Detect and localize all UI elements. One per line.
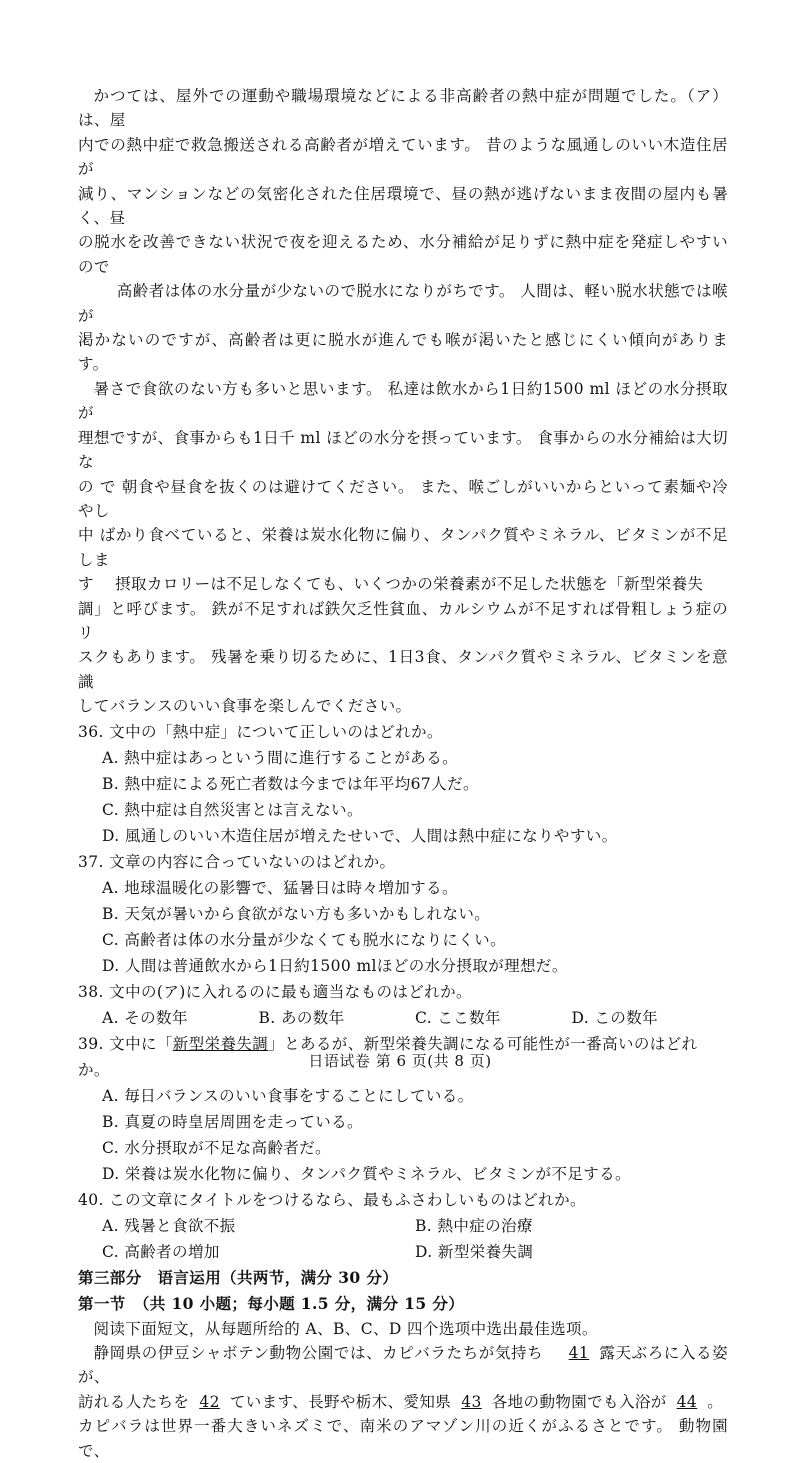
option-d: D. 栄養は炭水化物に偏り、タンパク質やミネラル、ビタミンが不足する。 [102,1164,631,1183]
passage-line: す 摂取カロリーは不足しなくても、いくつかの栄養素が不足した状態を「新型栄養失 [78,575,704,594]
cloze-text: ています、長野や栃木、愛知県 [229,1392,452,1411]
question-stem: 40. この文章にタイトルをつけるなら、最もふさわしいものはどれか。 [78,1190,586,1209]
question-37 [78,849,728,979]
cloze-text: 露天ぶろに入る姿が、 [78,1343,728,1387]
option-a: A. 熱中症はあっという間に進行することがある。 [102,748,458,767]
passage-line: スクもあります。 残暑を乗り切るために、1日3食、タンパク質やミネラル、ビタミンを意識 [78,648,728,691]
question-36 [78,719,728,849]
passage-line: 中 ばかり食べていると、栄養は炭水化物に偏り、タンパク質やミネラル、ビタミンが不足しま [78,526,728,569]
option-a: A. その数年 [102,1008,188,1027]
passage-line: 暑さで食欲のない方も多いと思います。 私達は飲水から1日約1500 ml ほどの水分摂取が [78,379,728,423]
instruction-text: 阅读下面短文，从每题所给的 A、B、C、D 四个选项中选出最佳选项。 [93,1319,598,1338]
option-c: C. 熱中症は自然災害とは言えない。 [102,800,363,819]
blank-42: 42 [199,1392,220,1411]
option-c: C. 水分摂取が不足な高齢者だ。 [102,1138,332,1157]
passage-line: の脱水を改善できない状況で夜を迎えるため、水分補給が足りずに熱中症を発症しやすいので [78,233,728,276]
part-three [78,1265,728,1463]
blank-41: 41 [568,1343,590,1362]
part-heading: 第三部分 语言运用（共两节，满分 30 分） [78,1267,399,1287]
question-40 [78,1187,728,1265]
reading-passage [78,84,728,719]
passage-line: してバランスのいい食事を楽しんでください。 [78,697,412,716]
options-row [78,1239,728,1265]
option-c: C. ここ数年 [415,1008,501,1027]
passage-line: かつては、屋外での運動や職場環境などによる非高齢者の熱中症が問題でした。（ア）は、屋 [78,87,728,130]
passage-line: の で 朝食や昼食を抜くのは避けてください。 また、喉ごしがいいからといって素麺や冷やし [78,477,728,520]
cloze-text: 静岡県の伊豆シャボテン動物公園では、カピバラたちが気持ち [93,1343,544,1362]
stem-text: 」とあるが、新型栄養失調になる可能性が一番高いのはどれか。 [78,1034,698,1079]
option-d: D. この数年 [571,1008,659,1027]
cloze-text: 各地の動物園でも入浴が [491,1392,667,1411]
options-row [78,1005,728,1031]
option-a: A. 毎日バランスのいい食事をすることにしている。 [102,1086,474,1105]
option-c: C. 高齢者は体の水分量が少なくても脱水になりにくい。 [102,930,506,949]
underlined-term: 新型栄養失調 [172,1034,269,1053]
cloze-line: カピバラは世界一番大きいネズミで、南米のアマゾン川の近くがふるさとです。 動物園で、 [78,1417,728,1460]
option-a: A. 残暑と食欲不振 [102,1216,236,1235]
cloze-line [78,1390,728,1414]
option-b: B. 熱中症による死亡者数は今までは年平均67人だ。 [102,774,479,793]
blank-43: 43 [461,1392,482,1411]
options-row [78,1213,728,1239]
page-footer: 日语试卷 第 6 页(共 8 页) [308,1052,492,1070]
option-b: B. 天気が暑いから食欲がない方も多いかもしれない。 [102,904,491,923]
passage-line: 理想ですが、食事からも1日千 ml ほどの水分を摂っています。 食事からの水分補給は大切な [78,428,728,472]
section-heading: 第一节 （共 10 小题；每小题 1.5 分，满分 15 分） [78,1293,465,1313]
option-a: A. 地球温暖化の影響で、猛暑日は時々増加する。 [102,878,458,897]
passage-line: 内での熱中症で救急搬送される高齢者が増えています。 昔のような風通しのいい木造住居が [78,135,728,179]
option-d: D. 新型栄養失調 [415,1242,534,1261]
option-d: D. 人間は普通飲水から1日約1500 mlほどの水分摂取が理想だ。 [102,956,568,975]
cloze-text: 訪れる人たちを [78,1392,190,1411]
option-b: B. 真夏の時皇居周囲を走っている。 [102,1112,363,1131]
question-stem: 37. 文章の内容に合っていないのはどれか。 [78,852,396,871]
passage-line: 高齢者は体の水分量が少ないので脱水になりがちです。 人間は、軽い脱水状態では喉が [78,282,728,325]
question-38 [78,979,728,1031]
option-b: B. 熱中症の治療 [415,1216,533,1235]
option-d: D. 風通しのいい木造住居が増えたせいで、人間は熱中症になりやすい。 [102,826,618,845]
passage-line: 渇かないのですが、高齢者は更に脱水が進んでも喉が渇いたと感じにくい傾向があります。 [78,331,728,374]
passage-line: 減り、マンションなどの気密化された住居環境で、昼の熱が逃げないまま夜間の屋内も暑く、昼 [78,184,728,228]
passage-line: 調」と呼びます。 鉄が不足すれば鉄欠乏性貧血、カルシウムが不足すれば骨粗しょう症のリ [78,599,728,642]
question-stem: 36. 文中の「熱中症」について正しいのはどれか。 [78,722,443,741]
option-b: B. あの数年 [258,1008,345,1027]
question-stem: 38. 文中の(ア)に入れるのに最も適当なものはどれか。 [78,982,472,1001]
stem-text: 39. 文中に「 [78,1034,173,1053]
cloze-line [78,1341,728,1390]
page-content [78,84,728,1463]
option-c: C. 高齢者の増加 [102,1242,220,1261]
blank-44: 44 [676,1392,698,1411]
cloze-text: 。 [707,1392,724,1411]
